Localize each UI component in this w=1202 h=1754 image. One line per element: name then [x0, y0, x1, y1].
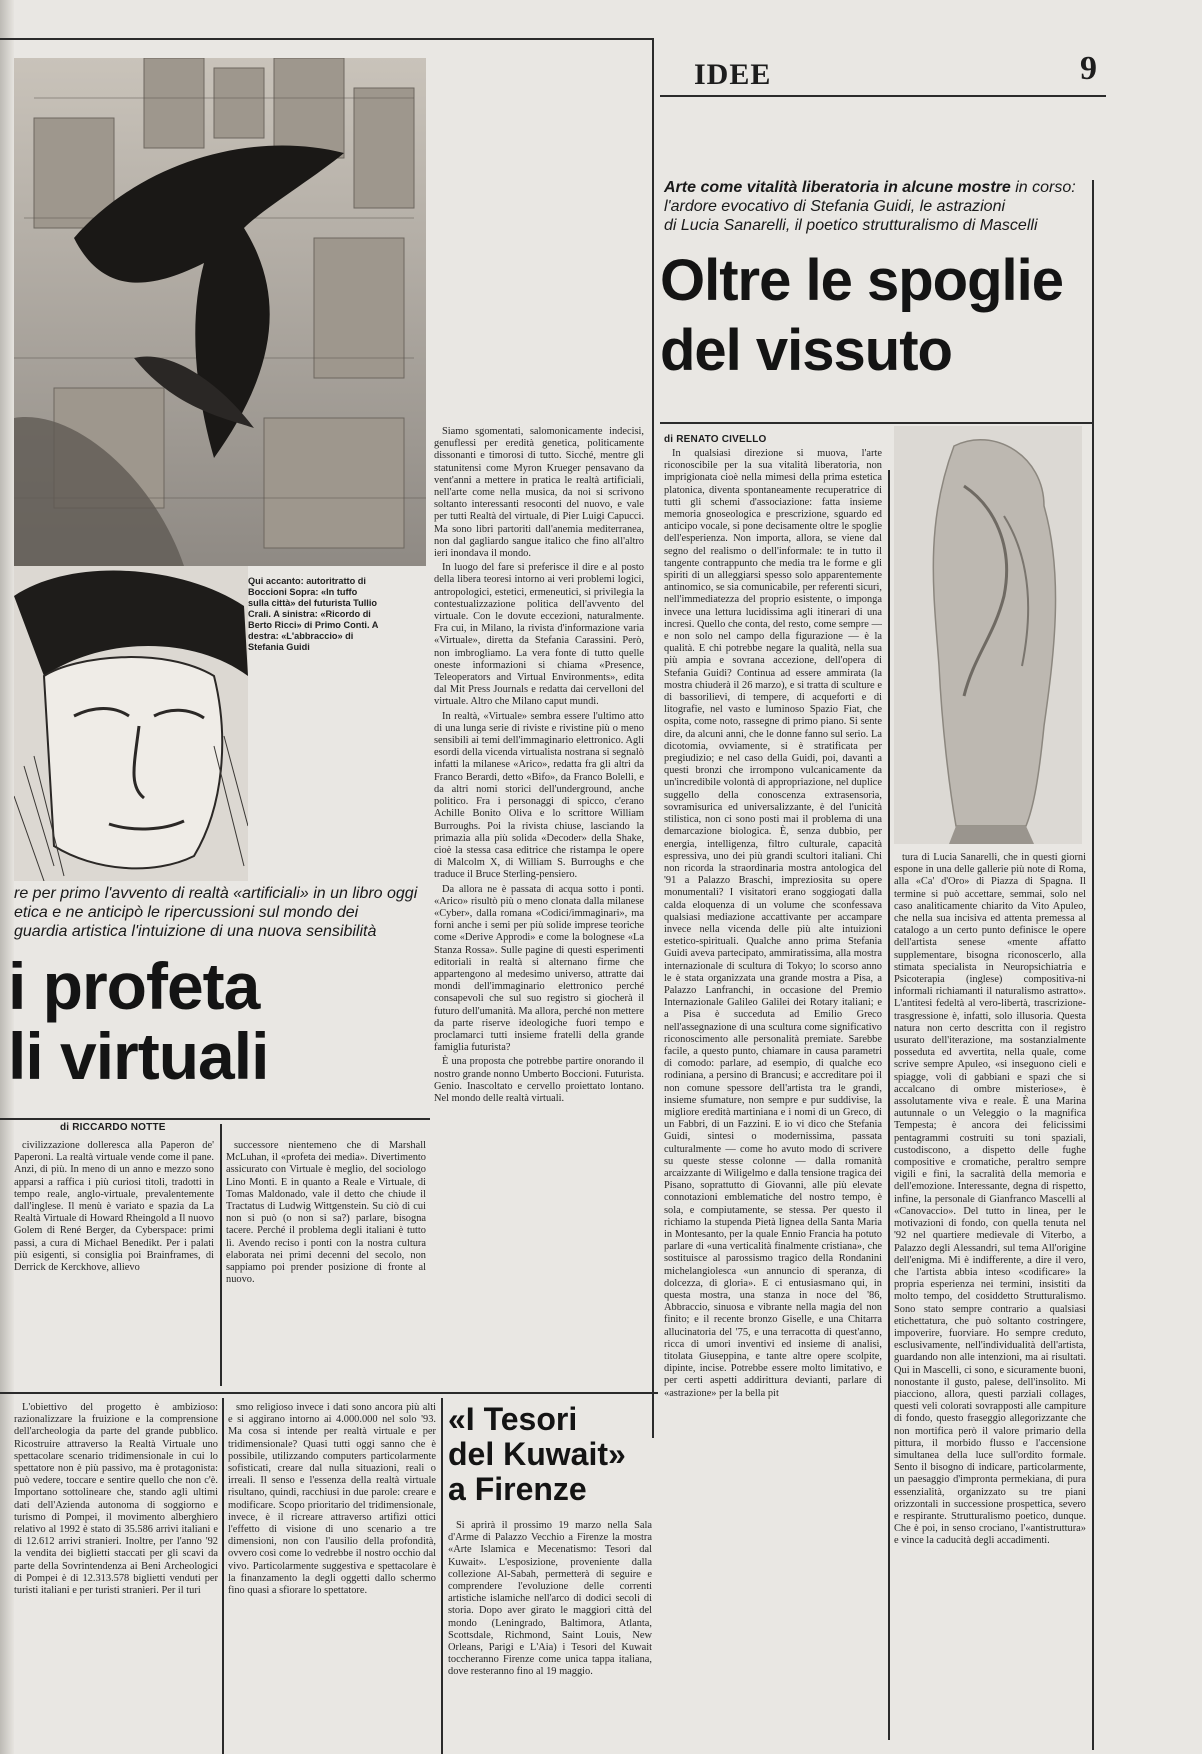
- left-kicker-line: guardia artistica l'intuizione di una nuova sensibilità: [14, 923, 377, 940]
- paragraph: In realtà, «Virtuale» sembra essere l'ultimo atto di una lunga serie di riviste e rivistine più o meno sensibili ai temi dell'immaginario elettronico. Agli esordi della vicenda virtualista nostrana si segnalò infatti la milanese «Arico», redatta fra gli altri da Franco Berardi, detto «Bifo», da Franco Bolelli, e da altri nomi storici dell'underground, anche politico. Fra i personaggi di spicco, c'erano Achille Bonito Oliva e lo scrittore William Burroughs. Poi la rivista chiuse, lasciando la primazia alla più solida «Decoder» della Shake, cioè la stessa casa editrice che ristampa le opere di Malcolm X, di William S. Burroughs e che traduce il Bruce Sterling-pensiero.: [434, 710, 644, 881]
- paragraph: L'obiettivo del progetto è ambizioso: razionalizzare la fruizione e la comprensione dell'archeologia da parte del grande pubblico. Ricostruire attraverso la Realtà Virtuale uno spettacolare scenario tridimensionale in cui lo spettatore non è più passivo, ma è protagonista: può vedere, toccare e sentire quello che non c'è. Importano sottolineare che, stando agli ultimi dati dell'Azienda autonoma di soggiorno e turismo di Pompei, il movimento alberghiero relativo al 1992 è stato di 35.586 arrivi italiani e di 12.612 arrivi stranieri. Inoltre, per l'anno '92 la vendita dei biglietti staccati per gli scavi da parte della Sovrintendenza ai Beni Archeologici di Pompei è di 12.313.578 biglietti venduti per turisti italiani e per turisti stranieri. Per il turi: [14, 1402, 218, 1597]
- paragraph: successore nientemeno che di Marshall McLuhan, il «profeta dei media». Divertimento assicurato con Virtuale è meglio, del sociologo Lino Monti. E in quanto a Reale e Virtuale, di Tomas Maldonado, vale il detto che chiude il Tractatus di Ludwig Wittgenstein. Su ciò di cui non si può (o non si sa?) parlare, bisogna tacere. Perché il problema degli italiani è tutto lì. Avendo reciso i ponti con la nostra cultura elaborata nei primi decenni del secolo, non sappiamo poi prender posizione di fronte al nuovo.: [226, 1140, 426, 1286]
- painting-svg: [14, 58, 426, 566]
- pompei-col-1: [14, 1402, 218, 1754]
- kuwait-body: [448, 1520, 652, 1754]
- page-fold-shadow: [0, 0, 14, 1754]
- left-headline-line: li virtuali: [8, 1018, 269, 1093]
- right-kicker: [664, 178, 1084, 235]
- left-body-col-a: [14, 1140, 214, 1384]
- left-kicker-line: etica e ne anticipò le ripercussioni sul mondo dei: [14, 904, 359, 921]
- frame-top-left: [0, 38, 652, 40]
- paragraph: tura di Lucia Sanarelli, che in questi giorni espone in una delle gallerie più note di Roma, alla «Ca' d'Oro» di Piazza di Spagna. Il termine si può accettare, semmai, solo nel caso analiticamente chiarito da Vito Apuleo, che nella sua incisiva ed attenta premessa al catalogo a un certo punto definisce le opere dell'artista senese «mente affatto supplementare, bisogna riconoscerlo, alla stimata specialista in Neuropsichiatria e Psicoterapia (inglese) compositiva-ni informali richiamanti il naturalismo astratto». L'antitesi fedeltà al vero-libertà, trascrizione-trasgressione è, infatti, solo illusoria. Questa natura non certo descritta con il registro usurato dell'iterazione, ma sostanzialmente posseduta ed avvertita, nella quale, come scrive sempre Apuleo, «si inseguono cieli e spiagge, voli di gabbiani e spazi che si accalcano di ombre misteriose», è assolutamente viva e reale. È una Marina autunnale o un Veleggio o la magnifica Tempesta; è ancora dei felicissimi pentagrammi costruiti su toni spaziali, custodiscono, a dispetto delle fughe compositive e cromatiche, peraltro sempre vigili e fini, la sacralità della memoria e dell'emozione. Interessante, degna di rispetto, infine, la personale di Gianfranco Mascelli al «Canovaccio». Del tutto in linea, per le motivazioni di fondo, con quella tenuta nel '92 nel quartiere medievale di Viterbo, a Palazzo degli Alessandri, sul tema All'origine dell'enigma. Mi è indifferente, a dire il vero, che l'artista abbia inteso «codificare» la propria esperienza nei termini, insistiti da molto tempo, del cosiddetto Strutturalismo. Sono stato sempre contrario a qualsiasi etichettatura, che può soltanto costringere, impoverire, fuorviare. Ho sempre creduto, esclusivamente, nell'individualità dell'artista, guardando non alle intenzioni, ma ai risultati. Qui in Mascelli, ci sono, e sicuramente buoni, nonostante il gusto, palese, dell'insolito. Mi piacciono, allora, questi parziali collages, questi veli colorati sovrapposti alle campiture di fondo, questo fraseggio allegorizzante che non mortifica però il valore primario della pittura, il morbido flusso e l'accensione simultanea della luce sull'ordito formale. Sento il bisogno di indicare, particolarmente, un paesaggio d'impronta permekiana, di pura essenzialità, organizzato su tre piani orizzontali in successione prospettica, severo e respirante. Strutturalismo poetico, dunque. Che è poi, in senso crociano, l'«antistruttura» e vince la caducità degli accadimenti.: [894, 852, 1086, 1547]
- byline-rule-right: [660, 422, 1092, 424]
- left-photo-caption: Qui accanto: autoritratto di Boccioni Sopra: «In tuffo sulla città» del futurista Tullio Crali. A sinistra: «Ricordo di Berto Ricci» di Primo Conti. A destra: «L'abbraccio» di Stefania Guidi: [248, 576, 379, 652]
- left-kicker: [14, 884, 434, 941]
- right-kicker-line: l'ardore evocativo di Stefania Guidi, le astrazioni: [664, 198, 1006, 215]
- sculpture-photo: [894, 426, 1082, 844]
- left-kicker-line: re per primo l'avvento di realtà «artificiali» in un libro oggi: [14, 885, 418, 902]
- right-headline: [660, 246, 1063, 385]
- right-kicker-bold: Arte come vitalità liberatoria in alcune mostre: [664, 179, 1011, 196]
- column-divider-a: [220, 1124, 222, 1386]
- portrait-drawing: [14, 566, 248, 881]
- kuwait-headline-line: a Firenze: [448, 1471, 587, 1508]
- right-kicker-rest: in corso:: [1010, 179, 1076, 196]
- right-body-col-2: [894, 852, 1086, 1748]
- right-kicker-line: di Lucia Sanarelli, il poetico strutturalismo di Mascelli: [664, 217, 1038, 234]
- paragraph: Da allora ne è passata di acqua sotto i ponti. «Arico» risultò più o meno clonata dalla milanese «Cyber», dalla romana «Codici/immaginari», ma fornì anche i semi per più solide imprese teoriche come «Derive Approdi» e come la bolognese «La Stanza Rossa». Sulle pagine di questi esperimenti editoriali in realtà si alternano firme che appartengono al medesimo universo, attratte dai mondi dell'immaginario elettronico perché consapevoli che sul suo registro si giocherà il futuro dell'umanità. Ma allora, perché non mettere da parte riserve ideologiche fuori tempo e proclamarci tutti insieme fratelli della grande famiglia futurista?: [434, 883, 644, 1054]
- column-divider-main: [652, 38, 654, 1438]
- header-rule: [660, 95, 1106, 97]
- left-body-col-c: [434, 426, 644, 1388]
- paragraph: In luogo del fare si preferisce il dire e al posto della libera teoresi intorno ai veri problemi logici, antropologici, estetici, ermeneutici, si privilegia la contestualizzazione politica dell'avvento del virtuale. Con le dovute eccezioni, naturalmente. Fra cui, in Milano, la rivista d'informazione varia «Virtuale», diretta da Stefania Carassini. Però, non imbrogliamo. La vera fonte di tutto quelle oneste informazioni si chiama «Presence, Teleoperators and Virtual Environments», edita dal Mit Press Journals e redatta dai cervelloni del virtuale. Altro che Milano caput mundi.: [434, 562, 644, 708]
- right-headline-line: del vissuto: [660, 317, 952, 383]
- page-number: 9: [1080, 50, 1097, 87]
- section-rule-bottom: [0, 1392, 658, 1394]
- paragraph: smo religioso invece i dati sono ancora più alti e si aggirano intorno ai 4.000.000 nel solo '93. Ma cosa si intende per realtà virtuale e per tridimensionale? Quasi tutti oggi sanno che è possibile, utilizzando computers particolarmente sofisticati, creare dal nulla situazioni, reali o irreali. Il senso e l'essenza della realtà virtuale risultano, quindi, racchiusi in due parole: creare e modificare. Scopo prioritario del tridimensionale, invece, è il ricreare attraverso artifizi ottici l'effetto di visione di uno scenario a tre dimensioni, non con l'ausilio della profondità, ovvero così come lo vedrebbe il nostro occhio dal vivo. Particolarmente suggestiva e spettacolare è la finanzamento la degli oggetti dallo schermo fino quasi a sfiorare lo spettatore.: [228, 1402, 436, 1597]
- bocconi-futurist-painting: [14, 58, 426, 566]
- sculpture-svg: [894, 426, 1082, 844]
- pompei-col-2: [228, 1402, 436, 1754]
- column-divider-b: [222, 1398, 224, 1754]
- left-headline-line: i profeta: [8, 949, 260, 1023]
- right-headline-line: Oltre le spoglie: [660, 248, 1063, 313]
- byline-rule-left: [0, 1118, 430, 1120]
- paragraph: Si aprirà il prossimo 19 marzo nella Sala d'Arme di Palazzo Vecchio a Firenze la mostra «Arte Islamica e Mecenatismo: Tesori dal Kuwait». L'esposizione, proveniente dalla collezione Al-Sabah, permetterà di seguire e comprendere l'evoluzione delle correnti artistiche islamiche nell'arco di dodici secoli di storia. Dopo aver girato le maggiori città del mondo (Leningrado, Baltimora, Atlanta, Scottsdale, Richmond, Saint Louis, New Orleans, Parigi e L'Aia) i Tesori del Kuwait toccheranno Firenze come unica tappa italiana, dove resteranno fino al 19 maggio.: [448, 1520, 652, 1678]
- kuwait-headline-line: del Kuwait»: [448, 1436, 626, 1473]
- kuwait-headline: [448, 1402, 626, 1508]
- column-divider-right: [888, 470, 890, 1740]
- right-body-col-1: [664, 448, 882, 1748]
- kuwait-headline-line: «I Tesori: [448, 1401, 578, 1437]
- column-divider-edge: [1092, 180, 1094, 1750]
- left-byline: di RICCARDO NOTTE: [60, 1122, 166, 1133]
- right-kicker-line: [664, 178, 1084, 197]
- column-divider-c: [441, 1398, 443, 1754]
- paragraph: Siamo sgomentati, salomonicamente indecisi, genuflessi per eredità genetica, politicamente dissonanti e timorosi di tutto. Sicché, mentre gli statunitensi come Myron Krueger pensavano da vent'anni a mettere in pratica le realtà artificiali, nell'arte come nella musica, da noi si scrivono soltanto interessanti resoconti del nuovo, e vale per tutti Realtà del virtuale, di Pier Luigi Capucci. Ma sono libri partoriti dall'anemia mediterranea, non dal gagliardo sangue italico che fino all'altro ieri inondava il mondo.: [434, 426, 644, 560]
- right-byline: di RENATO CIVELLO: [664, 434, 767, 445]
- section-title: IDEE: [694, 58, 772, 91]
- left-body-col-b: [226, 1140, 426, 1384]
- paragraph: civilizzazione dolleresca alla Paperon de' Paperoni. La realtà virtuale vende come il pane. Anzi, di più. In meno di un anno e mezzo sono apparsi a raffica i più curiosi titoli, tradotti in tempo reale, anglo-virtuale, prevalentemente dall'inglese. Il menù è variato e spazia da La Realtà Virtuale di Howard Rheingold a Il nuovo Golem di René Berger, da Cyberspace: primi passi, a cura di Michael Benedikt. Per i palati più esigenti, si consiglia poi Brainframes, di Derrick de Kerckhove, allievo: [14, 1140, 214, 1274]
- portrait-svg: [14, 566, 248, 881]
- paragraph: In qualsiasi direzione si muova, l'arte riconoscibile per la sua vitalità liberatoria, non imprigionata cioè nella mimesi della prima estetica platonica, diventa spontaneamente recuperatrice di tutti gli schemi d'associazione: fatta insieme memoria gnoseologica e prescrizione, sguardo ed anticipo vocale, si pone decisamente oltre le spoglie dell'esperienza. Non importa, allora, se viene dal segno del realismo o dell'informale: te in tutto il tangente contrappunto che media tra le forme e gli spiriti di un alleggiarsi spesso solo apparentemente antinomico, se sia comunicabile, per referenti sicuri, nell'immediatezza del proprio esistente, o imponga invece una lettura lucidissima agli itinerari di una incresi. Quello che conta, del resto, come sempre — e non solo nel campo della figurazione — è la qualità. E chi potrebbe negare la qualità, nella sua più ampia e sovrana accezione, dell'opera di Stefania Guidi? Continua ad essere ammirata (la mostra chiuderà il 26 marzo), e si tratta di sculture e di bassorilievi, di tempere, di acqueforti e di litografie, nel vasto e luminoso Spazio Fiat, che ospita, come noto, rassegne di primo piano. Si sente dire, da alcuni anni, che le donne fanno sul serio. La dicotomia, ovviamente, si è stratificata per pregiudizio; e nel caso della Guidi, poi, davanti a questi bronzi che irrompono vulcanicamente da un'incredibile volontà di appropriazione, nel duplice suggello della conoscenza extrasensoria, sovramisurica ed universalizzante, è del l'unicità stilistica, non ci sono posti mai il problema di una demarcazione biologica. È, senza dubbio, per energia, intelligenza, filtro culturale, capacità espressiva, uno dei più grandi scultori italiani. Chi non ricorda la straordinaria mostra antologica del '91 a Palazzo Braschi, impreziosita su opere monumentali? I visitatori erano soggiogati dalla calda eloquenza di un volume che sconfessava qualsiasi mediazione accattivante per accampare invece nella vicenda delle più alte intuizioni estetico-spirituali. Qualche anno prima Stefania Guidi aveva partecipato, ammiratissima, alla mostra internazionale di scultura di Tokyo; lo scorso anno le è stata organizzata una grande mostra a Pisa, a Palazzo Lanfranchi, in occasione del Premio Internazionale Galileo Galilei dei Rotary italiani; e a Pisa è succeduta ad Emilio Greco nell'assegnazione di una scultura come significativo riconoscimento alle personalità premiate. Sarebbe facile, a questo punto, chiamare in causa parametri di comodo: parlare, ad esempio, di qualche eco rodiniana, a persino di Brancusi; e accreditare poi il non comune spessore dell'artista tra le grandi, insieme sfumature, non sempre e pur suddivise, la migliore eredità martiniana e i nomi di un Greco, di un Fabbri, di un Fazzini. E io vi dico che Stefania Guidi, sintesi o modernissima, passata culturalmente — come ho avuto modo di scrivere su queste stesse colonne — dalla romanità arcaizzante di Wiligelmo e dalla tensione tragica dei Pisano, soprattutto di Giovanni, alle più elevate connotazioni emblematiche del nostro tempo, è sola, e compiutamente, se stessa. Per questo il richiamo la stupenda Pietà lignea della Santa Maria in Montesanto, per la quale Ennio Francia ha potuto parlare di «una verticalità finalmente cristiana», che sostituisce al parossismo tragico della Rondanini michelangiolesca «un annuncio di speranza, di dolcezza, di gloria». E ci entusiasmano qui, in questa mostra, una stanza in noce del '86, Abbraccio, sinuosa e vibrante nella magia del non finito; e il recente bronzo Giselle, e una Chitarra allucinatoria del '75, e una terracotta di quest'anno, ricca di umori inventivi ed insieme di analisi, titolata Giuseppina, e tante altre opere scolpite, dipinte, incise. Potrebbe essere molto limitativo, e per certi aspetti addirittura devianti, parlare di «astrazione» per la bella pit: [664, 448, 882, 1399]
- paragraph: È una proposta che potrebbe partire onorando il nostro grande nonno Umberto Boccioni. Futurista. Genio. Inascoltato e cervello proiettato lontano. Nel mondo delle realtà virtuali.: [434, 1056, 644, 1104]
- left-headline: [8, 949, 269, 1093]
